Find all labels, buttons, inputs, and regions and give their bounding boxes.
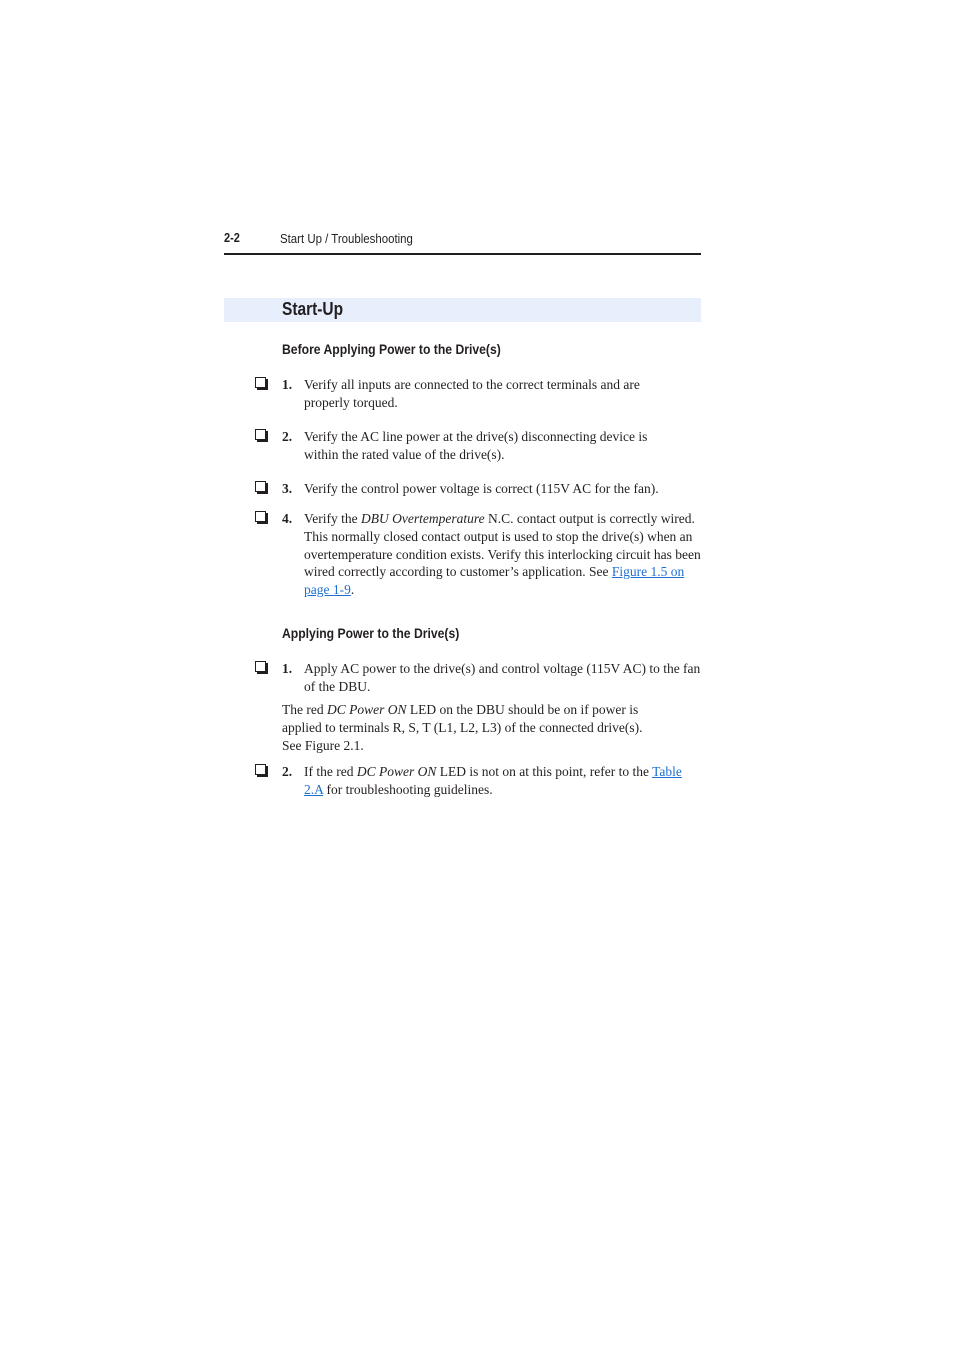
applying-heading: Applying Power to the Drive(s) <box>282 625 460 641</box>
item-text: Verify the control power voltage is correct (115V AC for the fan). <box>304 481 659 496</box>
figure-link[interactable]: Figure 1.5 on page 1-9 <box>304 564 685 598</box>
item-number: 1. <box>282 377 293 392</box>
emphasis-text: DBU Overtemperature <box>360 511 485 526</box>
item-text: Verify all inputs are connected to the correct terminals and are properly torqued. <box>304 377 640 410</box>
page-number: 2-2 <box>224 231 240 245</box>
item-number: 4. <box>282 511 293 526</box>
chapter-title: Start Up / Troubleshooting <box>280 231 413 246</box>
checkbox-icon[interactable] <box>255 481 266 492</box>
note-paragraph: The red DC Power ON LED on the DBU should be on if power is applied to terminals R, S, T (L1, L2, L3) of the connected drive(s). See Figure 2.1. <box>282 702 643 753</box>
checkbox-icon[interactable] <box>255 429 266 440</box>
checkbox-icon[interactable] <box>255 511 266 522</box>
item-number: 3. <box>282 481 293 496</box>
item-text: Verify the DBU Overtemperature N.C. contact output is correctly wired. This normally closed contact output is used to stop the drive(s) when an overtemperature condition exists. Verify this interlocking circuit has been wired correctly according to customer’s application. See Figure 1.5 on page 1-9. <box>304 511 701 598</box>
item-text: Apply AC power to the drive(s) and control voltage (115V AC) to the fan of the DBU. <box>304 661 701 694</box>
section-title: Start-Up <box>282 299 344 319</box>
item-number: 1. <box>282 661 293 676</box>
emphasis-text: DC Power ON <box>356 764 437 779</box>
table-link[interactable]: Table 2.A <box>304 764 682 797</box>
item-text: Verify the AC line power at the drive(s) disconnecting device is within the rated value of the drive(s). <box>304 429 648 462</box>
before-heading: Before Applying Power to the Drive(s) <box>282 341 501 357</box>
checkbox-icon[interactable] <box>255 661 266 672</box>
header-rule <box>224 253 701 255</box>
checkbox-icon[interactable] <box>255 377 266 388</box>
item-text: If the red DC Power ON LED is not on at this point, refer to the Table 2.A for troubleshooting guidelines. <box>304 764 682 797</box>
item-number: 2. <box>282 764 293 779</box>
emphasis-text: DC Power ON <box>326 702 407 717</box>
checkbox-icon[interactable] <box>255 764 266 775</box>
item-number: 2. <box>282 429 293 444</box>
